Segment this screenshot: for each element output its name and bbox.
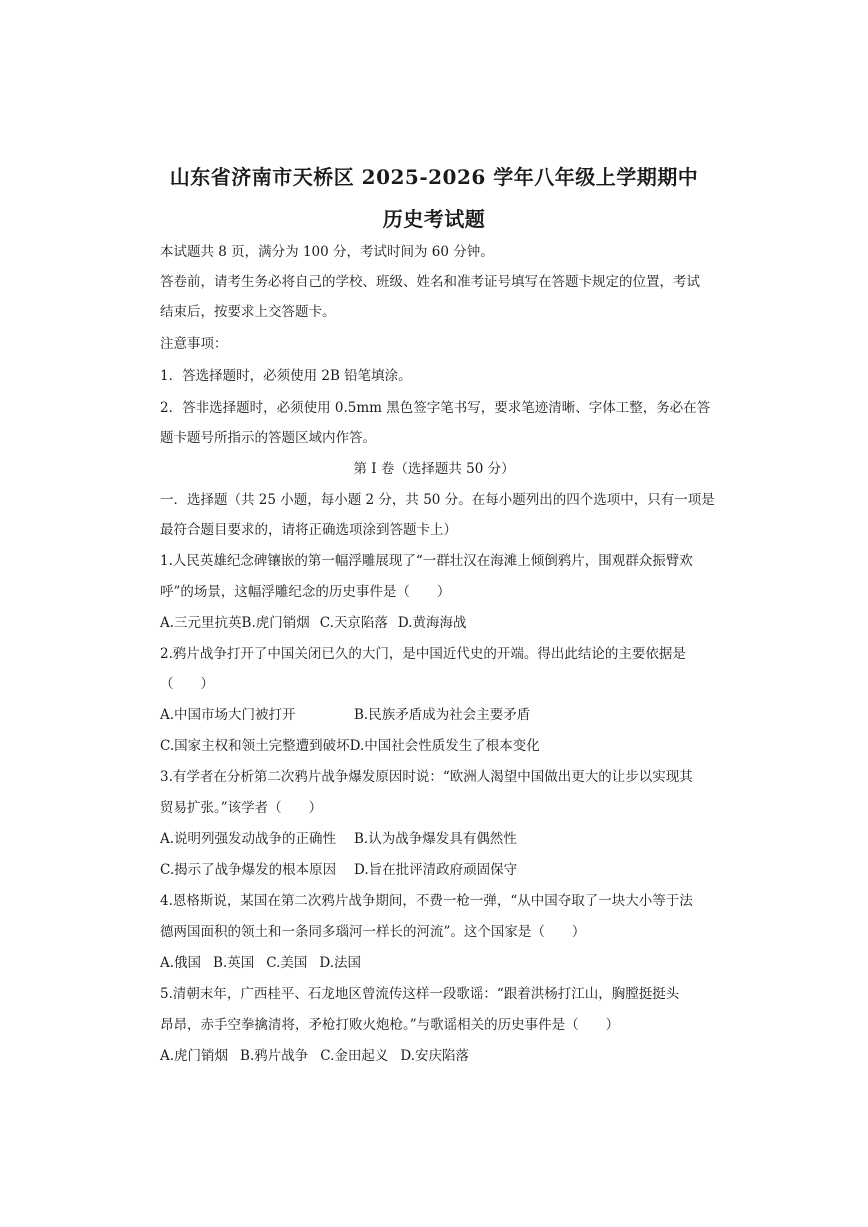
q5-options [160,1046,469,1066]
q5-stem-line-2: 昂昂，赤手空拳擒清将，矛枪打败火炮枪。”与歌谣相关的历史事件是（ ） [160,1017,620,1033]
section-instruction-line-2: 最符合题目要求的，请将正确选项涂到答题卡上） [160,522,457,538]
q2-option-d: D.中国社会性质发生了根本变化 [349,738,540,754]
notice-item-2-line-2: 题卡题号所指示的答题区域内作答。 [160,430,376,446]
section-instruction-line-1: 一．选择题（共 25 小题，每小题 2 分，共 50 分。在每小题列出的四个选项中，只有一项是 [160,492,715,508]
q4-stem-line-1: 4.恩格斯说，某国在第二次鸦片战争期间，不费一枪一弹，“从中国夺取了一块大小等于法 [160,893,693,909]
q1-stem-line-2: 呼”的场景，这幅浮雕纪念的历史事件是（ ） [160,584,451,600]
q5-option-a: A.虎门销烟 [160,1048,229,1064]
exam-title-line1: 山东省济南市天桥区 2025-2026 学年八年级上学期期中 [169,165,699,189]
q2-option-a: A.中国市场大门被打开 [160,707,296,723]
q1-option-b: B.虎门销烟 [241,615,310,631]
q1-stem-line-1: 1.人民英雄纪念碑镶嵌的第一幅浮雕展现了“一群壮汉在海滩上倾倒鸦片，围观群众振臂欢 [160,553,693,569]
q3-option-b: B.认为战争爆发具有偶然性 [354,831,517,847]
q2-option-c: C.国家主权和领土完整遭到破坏 [160,738,350,754]
q2-options-row-2 [160,736,540,756]
q1-option-d: D.黄海海战 [397,615,467,631]
q5-option-b: B.鸦片战争 [240,1048,309,1064]
q4-option-d: D.法国 [319,955,362,971]
q3-option-c: C.揭示了战争爆发的根本原因 [160,862,337,878]
q5-option-d: D.安庆陷落 [400,1048,470,1064]
intro-line-3: 结束后，按要求上交答题卡。 [160,304,336,320]
q1-option-c: C.天京陷落 [319,615,388,631]
q3-stem-line-2: 贸易扩张。”该学者（ ） [160,800,323,816]
q3-option-a: A.说明列强发动战争的正确性 [160,831,337,847]
q4-option-a: A.俄国 [160,955,202,971]
q3-options-row-2 [160,860,517,880]
q4-option-b: B.英国 [213,955,255,971]
q3-stem-line-1: 3.有学者在分析第二次鸦片战争爆发原因时说：“欧洲人渴望中国做出更大的让步以实现其 [160,769,693,785]
q5-option-c: C.金田起义 [320,1048,389,1064]
q1-option-a: A.三元里抗英 [160,615,242,631]
q4-stem-line-2: 德两国面积的领土和一条同多瑙河一样长的河流”。这个国家是（ ） [160,924,586,940]
q3-options-row-1 [160,829,517,849]
q2-stem-line-1: 2.鸦片战争打开了中国关闭已久的大门，是中国近代史的开端。得出此结论的主要依据是 [160,646,686,662]
intro-line-2: 答卷前，请考生务必将自己的学校、班级、姓名和准考证号填写在答题卡规定的位置，考试 [160,274,700,290]
q2-option-b: B.民族矛盾成为社会主要矛盾 [354,707,531,723]
q2-stem-line-2: （ ） [160,676,214,692]
notice-heading: 注意事项： [160,336,228,352]
q4-options [160,953,361,973]
section-title: 第 I 卷（选择题共 50 分） [353,461,515,477]
q4-option-c: C.美国 [266,955,308,971]
notice-item-2-line-1: 2．答非选择题时，必须使用 0.5mm 黑色签字笔书写，要求笔迹清晰、字体工整，务必在答 [160,400,711,416]
q3-option-d: D.旨在批评清政府顽固保守 [354,862,518,878]
notice-item-1: 1．答选择题时，必须使用 2B 铅笔填涂。 [160,368,412,384]
q5-stem-line-1: 5.清朝末年，广西桂平、石龙地区曾流传这样一段歌谣：“跟着洪杨打江山，胸膛挺挺头 [160,986,680,1002]
intro-line-1: 本试题共 8 页，满分为 100 分，考试时间为 60 分钟。 [160,244,494,260]
q2-options-row-1 [160,705,530,725]
exam-title-line2: 历史考试题 [382,207,486,231]
q1-options [160,613,467,633]
